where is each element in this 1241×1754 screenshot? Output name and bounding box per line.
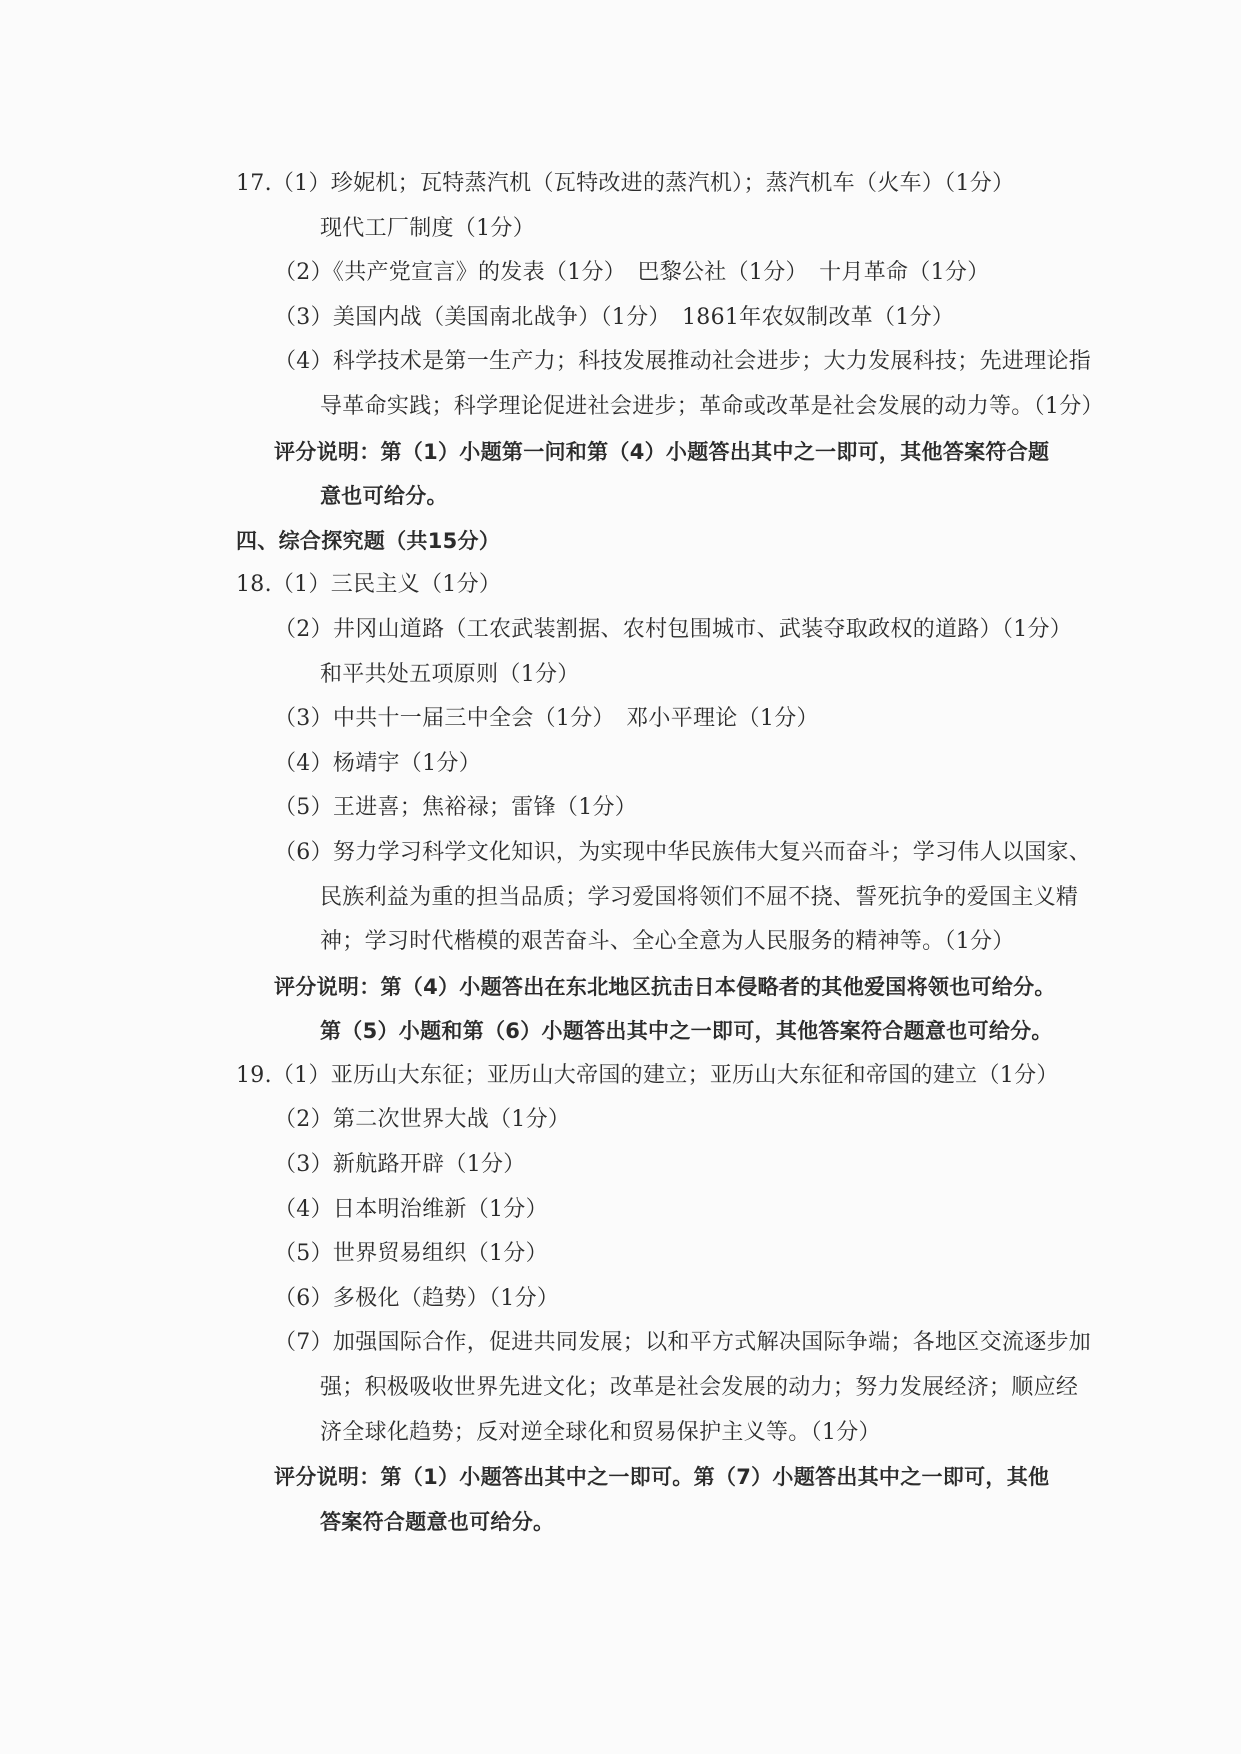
answer-key-content <box>236 162 1104 1544</box>
answer-line: （6）多极化（趋势）（1分） <box>274 1285 560 1311</box>
answer-line: （7）加强国际合作，促进共同发展；以和平方式解决国际争端；各地区交流逐步加 <box>274 1330 1092 1356</box>
answer-line: 强；积极吸收世界先进文化；改革是社会发展的动力；努力发展经济；顺应经 <box>320 1375 1079 1401</box>
answer-line: 济全球化趋势；反对逆全球化和贸易保护主义等。（1分） <box>320 1419 881 1445</box>
answer-line: （2）第二次世界大战（1分） <box>274 1107 571 1133</box>
answer-line: 民族利益为重的担当品质；学习爱国将领们不屈不挠、誓死抗争的爱国主义精 <box>320 884 1079 910</box>
scoring-note-line: 答案符合题意也可给分。 <box>320 1509 555 1534</box>
answer-line: （2）井冈山道路（工农武装割据、农村包围城市、武装夺取政权的道路）（1分） <box>274 616 1073 642</box>
answer-line: （4）杨靖宇（1分） <box>274 750 481 776</box>
answer-line: （4）日本明治维新（1分） <box>274 1196 548 1222</box>
answer-line: （4）科学技术是第一生产力；科技发展推动社会进步；大力发展科技；先进理论指 <box>274 349 1092 375</box>
section-heading: 四、综合探究题（共15分） <box>236 528 501 553</box>
answer-line: 现代工厂制度（1分） <box>320 215 535 241</box>
scoring-note-line: 评分说明：第（4）小题答出在东北地区抗击日本侵略者的其他爱国将领也可给分。 <box>274 974 1056 999</box>
answer-line: （5）王进喜；焦裕禄；雷锋（1分） <box>274 795 638 821</box>
answer-line: 18.（1）三民主义（1分） <box>236 572 502 598</box>
answer-line: 神；学习时代楷模的艰苦奋斗、全心全意为人民服务的精神等。（1分） <box>320 929 1015 955</box>
answer-line: （5）世界贸易组织（1分） <box>274 1241 548 1267</box>
scoring-note-line: 评分说明：第（1）小题第一问和第（4）小题答出其中之一即可，其他答案符合题 <box>274 439 1050 464</box>
answer-line: 17.（1）珍妮机；瓦特蒸汽机（瓦特改进的蒸汽机）；蒸汽机车（火车）（1分） <box>236 171 1015 196</box>
answer-line: （3）新航路开辟（1分） <box>274 1152 526 1178</box>
answer-line: （3）美国内战（美国南北战争）（1分） 1861年农奴制改革（1分） <box>274 304 955 330</box>
answer-line: 导革命实践；科学理论促进社会进步；革命或改革是社会发展的动力等。（1分） <box>320 393 1104 419</box>
scoring-note-line: 第（5）小题和第（6）小题答出其中之一即可，其他答案符合题意也可给分。 <box>320 1019 1053 1044</box>
answer-line: （6）努力学习科学文化知识，为实现中华民族伟大复兴而奋斗；学习伟人以国家、 <box>274 839 1092 865</box>
scoring-note-line: 评分说明：第（1）小题答出其中之一即可。第（7）小题答出其中之一即可，其他 <box>274 1465 1050 1490</box>
scoring-note-line: 意也可给分。 <box>320 484 448 509</box>
answer-line: （3）中共十一届三中全会（1分） 邓小平理论（1分） <box>274 706 819 732</box>
answer-line: 和平共处五项原则（1分） <box>320 661 580 687</box>
answer-line: 19.（1）亚历山大东征；亚历山大帝国的建立；亚历山大东征和帝国的建立（1分） <box>236 1062 1059 1088</box>
answer-line: （2）《共产党宣言》的发表（1分） 巴黎公社（1分） 十月革命（1分） <box>274 260 990 286</box>
